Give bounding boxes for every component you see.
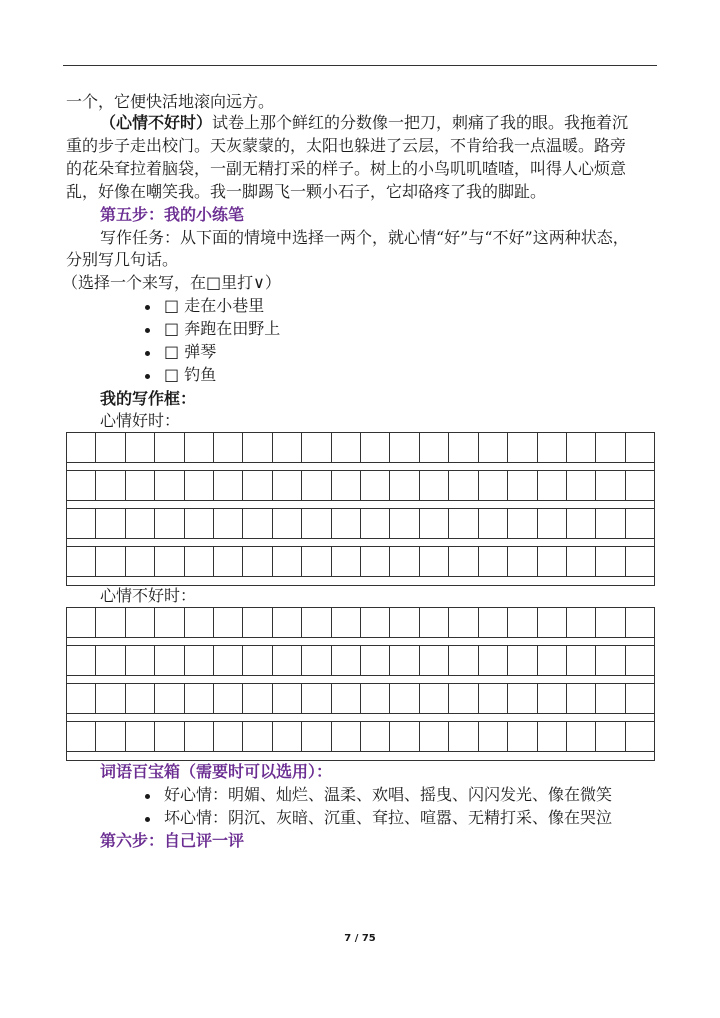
option-item[interactable]: □ 弹琴 bbox=[164, 342, 217, 361]
frame-heading: 我的写作框： bbox=[100, 389, 197, 408]
wordbox-bad: 坏心情：阴沉、灰暗、沉重、耷拉、喧嚣、无精打采、像在哭泣 bbox=[164, 808, 613, 827]
page-number: 7 / 75 bbox=[344, 933, 376, 944]
paragraph-line bbox=[100, 113, 628, 133]
bad-mood-tag: （心情不好时） bbox=[100, 113, 213, 132]
step6-heading: 第六步：自己评一评 bbox=[100, 831, 245, 850]
option-item[interactable]: □ 钓鱼 bbox=[164, 365, 217, 384]
task-line: 写作任务：从下面的情境中选择一两个，就心情“好”与“不好”这两种状态， bbox=[100, 228, 629, 247]
writing-grid-bad[interactable] bbox=[66, 607, 655, 761]
writing-grid-good[interactable] bbox=[66, 432, 655, 586]
task-line: 分别写几句话。 bbox=[66, 250, 179, 269]
wordbox-heading: 词语百宝箱（需要时可以选用）： bbox=[100, 762, 333, 781]
good-mood-label: 心情好时： bbox=[100, 411, 181, 430]
header-rule bbox=[63, 65, 657, 66]
option-item[interactable]: □ 走在小巷里 bbox=[164, 296, 265, 315]
bullet-dot bbox=[145, 328, 150, 333]
wordbox-good: 好心情：明媚、灿烂、温柔、欢唱、摇曳、闪闪发光、像在微笑 bbox=[164, 785, 613, 804]
paragraph-line: 的花朵耷拉着脑袋，一副无精打采的样子。树上的小鸟叽叽喳喳，叫得人心烦意 bbox=[66, 159, 627, 178]
bullet-dot bbox=[145, 794, 150, 799]
bullet-dot bbox=[145, 817, 150, 822]
bullet-dot bbox=[145, 305, 150, 310]
paragraph-line: 一个，它便快活地滚向远方。 bbox=[66, 92, 275, 111]
bullet-dot bbox=[145, 351, 150, 356]
instruction-line: （选择一个来写，在□里打∨） bbox=[62, 273, 281, 292]
option-item[interactable]: □ 奔跑在田野上 bbox=[164, 319, 281, 338]
bad-mood-label: 心情不好时： bbox=[100, 586, 197, 605]
bullet-dot bbox=[145, 374, 150, 379]
paragraph-line: 重的步子走出校门。天灰蒙蒙的，太阳也躲进了云层，不肯给我一点温暖。路旁 bbox=[66, 136, 627, 155]
paragraph-line: 乱，好像在嘲笑我。我一脚踢飞一颗小石子，它却硌疼了我的脚趾。 bbox=[66, 182, 547, 201]
step5-heading: 第五步：我的小练笔 bbox=[100, 205, 245, 224]
paragraph-text: 试卷上那个鲜红的分数像一把刀，刺痛了我的眼。我拖着沉 bbox=[212, 113, 629, 132]
